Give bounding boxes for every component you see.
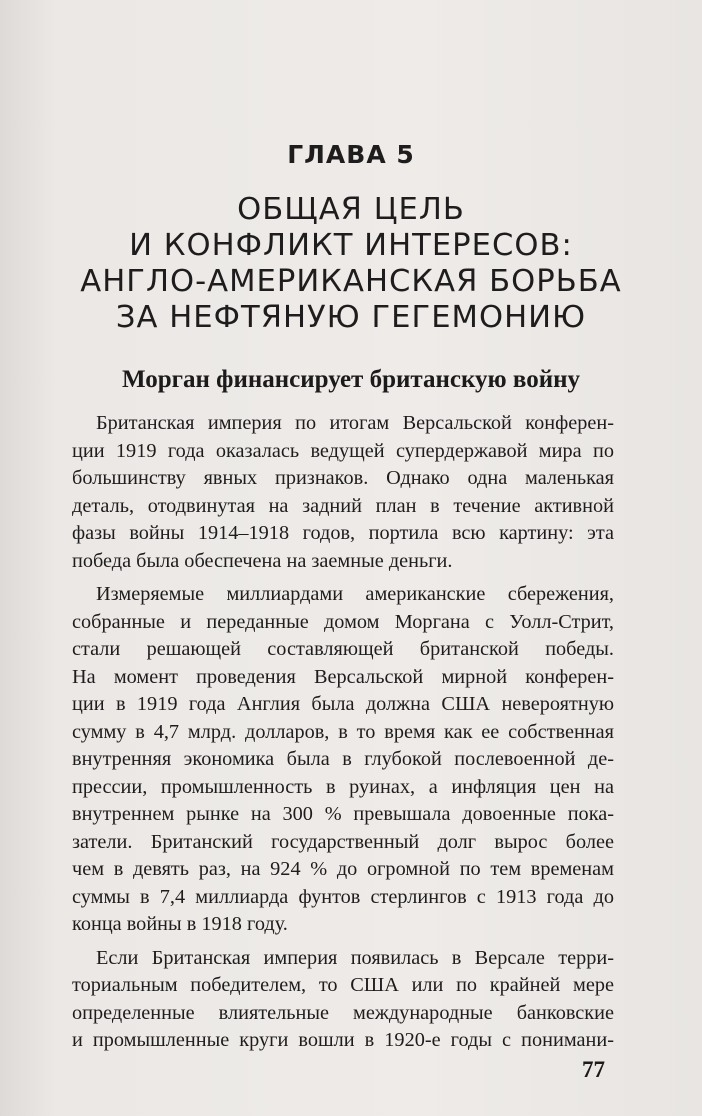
paragraph-2 <box>72 581 614 939</box>
text-line: большинству явных признаков. Однако одна маленькая <box>72 467 614 489</box>
text-line: деталь, отодвинутая на задний план в течение активной <box>72 494 614 517</box>
chapter-title-line: ЗА НЕФТЯНУЮ ГЕГЕМОНИЮ <box>115 300 587 335</box>
text-line: стали решающей составляющей британской победы. <box>72 638 614 660</box>
text-line: определенные влиятельные международные банковские <box>72 1001 614 1024</box>
chapter-title-line: ОБЩАЯ ЦЕЛЬ <box>237 192 465 227</box>
text-line: чем в девять раз, на 924 % до огромной по тем временам <box>72 858 614 880</box>
chapter-title <box>34 192 668 336</box>
text-line: внутренняя экономика была в глубокой послевоенной де- <box>72 748 614 770</box>
paragraph-1 <box>72 410 614 575</box>
text-line: ториальным победителем, то США или по крайней мере <box>72 974 614 996</box>
text-line: затели. Британский государственный долг вырос более <box>72 830 614 853</box>
text-line: победа была обеспечена на заемные деньги. <box>72 549 453 572</box>
text-line: ции в 1919 года Англия была должна США невероятную <box>72 693 614 715</box>
text-line: На момент проведения Версальской мирной конферен- <box>72 665 614 688</box>
text-line: прессии, промышленность в руинах, а инфляция цен на <box>72 775 614 798</box>
text-line: Измеряемые миллиардами американские сбережения, <box>96 583 614 605</box>
chapter-title-line: АНГЛО-АМЕРИКАНСКАЯ БОРЬБА <box>80 264 622 299</box>
paragraph-3 <box>72 945 614 1055</box>
text-line: сумму в 4,7 млрд. долларов, в то время как ее собственная <box>72 720 614 743</box>
body-text <box>72 410 614 1061</box>
section-heading: Морган финансирует британскую войну <box>121 366 581 393</box>
text-line: собранные и переданные домом Моргана с Уолл-Стрит, <box>72 610 614 633</box>
chapter-title-line: И КОНФЛИКТ ИНТЕРЕСОВ: <box>129 228 573 263</box>
text-line: и промышленные круги вошли в 1920-е годы с понимани- <box>72 1029 614 1051</box>
text-line: конца войны в 1918 году. <box>72 913 288 935</box>
text-line: Британская империя по итогам Версальской конферен- <box>96 412 614 434</box>
chapter-label: ГЛАВА 5 <box>287 140 415 169</box>
text-line: суммы в 7,4 миллиарда фунтов стерлингов с 1913 года до <box>72 885 614 908</box>
text-line: Если Британская империя появилась в Версале терри- <box>96 946 614 969</box>
text-line: фазы войны 1914–1918 годов, портила всю картину: эта <box>72 522 614 544</box>
text-line: ции 1919 года оказалась ведущей супердержавой мира по <box>72 439 614 462</box>
text-line: внутреннем рынке на 300 % превышала довоенные пока- <box>72 803 614 825</box>
page-number: 77 <box>582 1057 605 1082</box>
